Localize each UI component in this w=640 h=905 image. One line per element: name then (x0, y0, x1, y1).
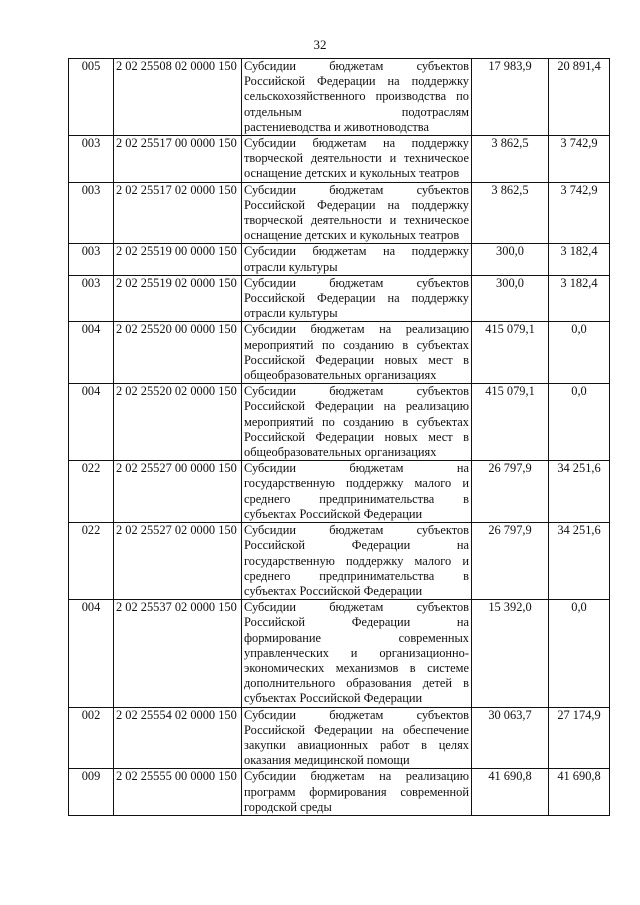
revenue-name-line: Российской Федерации на поддержку (244, 74, 469, 89)
revenue-name-line: среднего предпринимательства в (244, 568, 469, 583)
amount-year-2-cell: 34 251,6 (549, 523, 610, 600)
amount-year-1-cell: 300,0 (472, 244, 549, 275)
budget-classification-code-cell: 2 02 25517 02 0000 150 (114, 182, 242, 244)
revenue-name-line: Субсидии бюджетам на поддержку (244, 136, 469, 151)
revenue-name-cell (242, 59, 472, 136)
budget-classification-code-cell: 2 02 25527 00 0000 150 (114, 461, 242, 523)
table-row (69, 59, 610, 136)
admin-code-cell: 003 (69, 136, 114, 183)
revenue-name-cell (242, 322, 472, 384)
budget-classification-code-cell: 2 02 25520 00 0000 150 (114, 322, 242, 384)
budget-table-body (69, 59, 610, 816)
table-row (69, 707, 610, 769)
table-row (69, 182, 610, 244)
amount-year-1-cell: 415 079,1 (472, 384, 549, 461)
revenue-name-line: Российской Федерации на обеспечение (244, 722, 469, 737)
revenue-name-line: Российской Федерации на реализацию (244, 399, 469, 414)
budget-classification-code-cell: 2 02 25519 02 0000 150 (114, 275, 242, 322)
revenue-name-line: Российской Федерации новых мест в (244, 352, 469, 367)
table-row (69, 600, 610, 707)
revenue-name-cell (242, 275, 472, 322)
amount-year-1-cell: 17 983,9 (472, 59, 549, 136)
amount-year-1-cell: 15 392,0 (472, 600, 549, 707)
revenue-name-line: субъектах Российской Федерации (244, 691, 423, 706)
amount-year-1-cell: 300,0 (472, 275, 549, 322)
revenue-name-line: государственную поддержку малого и (244, 476, 469, 491)
admin-code-cell: 022 (69, 523, 114, 600)
revenue-name-line: мероприятий по созданию в субъектах (244, 414, 469, 429)
revenue-name-line: Субсидии бюджетам субъектов (244, 707, 469, 722)
revenue-name-line: оказания медицинской помощи (244, 753, 410, 768)
revenue-name-line: управленческих и организационно- (244, 645, 469, 660)
amount-year-2-cell: 3 182,4 (549, 275, 610, 322)
budget-classification-code-cell: 2 02 25519 00 0000 150 (114, 244, 242, 275)
admin-code-cell: 003 (69, 244, 114, 275)
revenue-name-line: экономических механизмов в системе (244, 660, 469, 675)
revenue-name-line: отдельным подотраслям (244, 104, 469, 119)
revenue-name-cell (242, 244, 472, 275)
table-row (69, 769, 610, 816)
table-row (69, 136, 610, 183)
revenue-name-line: субъектах Российской Федерации (244, 583, 423, 598)
revenue-name-line: Субсидии бюджетам на (244, 461, 469, 476)
budget-classification-code-cell: 2 02 25555 00 0000 150 (114, 769, 242, 816)
revenue-name-line: сельскохозяйственного производства по (244, 89, 469, 104)
revenue-name-line: городской среды (244, 799, 332, 814)
revenue-name-cell (242, 600, 472, 707)
amount-year-2-cell: 0,0 (549, 384, 610, 461)
admin-code-cell: 003 (69, 275, 114, 322)
table-row (69, 244, 610, 275)
amount-year-2-cell: 3 182,4 (549, 244, 610, 275)
budget-classification-code-cell: 2 02 25554 02 0000 150 (114, 707, 242, 769)
revenue-name-line: дополнительного образования детей в (244, 676, 469, 691)
revenue-name-line: Российской Федерации на поддержку (244, 291, 469, 306)
admin-code-cell: 004 (69, 384, 114, 461)
revenue-name-line: Российской Федерации на (244, 538, 469, 553)
revenue-name-line: Субсидии бюджетам субъектов (244, 59, 469, 73)
budget-classification-code-cell: 2 02 25527 02 0000 150 (114, 523, 242, 600)
amount-year-2-cell: 41 690,8 (549, 769, 610, 816)
revenue-name-cell (242, 523, 472, 600)
amount-year-1-cell: 26 797,9 (472, 461, 549, 523)
revenue-name-line: растениеводства и животноводства (244, 119, 429, 134)
amount-year-2-cell: 27 174,9 (549, 707, 610, 769)
revenue-name-line: среднего предпринимательства в (244, 491, 469, 506)
budget-table (68, 58, 610, 816)
revenue-name-cell (242, 384, 472, 461)
table-row (69, 322, 610, 384)
revenue-name-line: творческой деятельности и техническое (244, 213, 469, 228)
revenue-name-cell (242, 182, 472, 244)
revenue-name-line: отрасли культуры (244, 259, 338, 274)
amount-year-1-cell: 3 862,5 (472, 182, 549, 244)
revenue-name-line: закупки авиационных работ в целях (244, 737, 469, 752)
revenue-name-line: общеобразовательных организациях (244, 368, 437, 383)
admin-code-cell: 003 (69, 182, 114, 244)
admin-code-cell: 005 (69, 59, 114, 136)
revenue-name-line: Российской Федерации на (244, 615, 469, 630)
amount-year-1-cell: 3 862,5 (472, 136, 549, 183)
revenue-name-line: Субсидии бюджетам субъектов (244, 384, 469, 399)
table-row (69, 275, 610, 322)
revenue-name-line: Субсидии бюджетам на реализацию (244, 769, 469, 784)
table-row (69, 384, 610, 461)
budget-classification-code-cell: 2 02 25520 02 0000 150 (114, 384, 242, 461)
revenue-name-line: отрасли культуры (244, 306, 338, 321)
revenue-name-line: общеобразовательных организациях (244, 445, 437, 460)
amount-year-2-cell: 3 742,9 (549, 136, 610, 183)
revenue-name-line: оснащение детских и кукольных театров (244, 228, 460, 243)
amount-year-2-cell: 34 251,6 (549, 461, 610, 523)
amount-year-2-cell: 3 742,9 (549, 182, 610, 244)
revenue-name-cell (242, 461, 472, 523)
revenue-name-line: Субсидии бюджетам на поддержку (244, 244, 469, 259)
admin-code-cell: 009 (69, 769, 114, 816)
amount-year-2-cell: 20 891,4 (549, 59, 610, 136)
amount-year-2-cell: 0,0 (549, 322, 610, 384)
revenue-name-line: формирование современных (244, 630, 469, 645)
revenue-name-line: Субсидии бюджетам субъектов (244, 600, 469, 615)
revenue-name-line: Российской Федерации новых мест в (244, 429, 469, 444)
table-row (69, 523, 610, 600)
admin-code-cell: 022 (69, 461, 114, 523)
table-row (69, 461, 610, 523)
revenue-name-cell (242, 707, 472, 769)
admin-code-cell: 004 (69, 600, 114, 707)
amount-year-2-cell: 0,0 (549, 600, 610, 707)
revenue-name-line: программ формирования современной (244, 784, 469, 799)
page-number: 32 (313, 37, 327, 52)
budget-classification-code-cell: 2 02 25508 02 0000 150 (114, 59, 242, 136)
amount-year-1-cell: 30 063,7 (472, 707, 549, 769)
revenue-name-line: Субсидии бюджетам субъектов (244, 523, 469, 538)
revenue-name-line: субъектах Российской Федерации (244, 506, 423, 521)
revenue-name-line: Субсидии бюджетам субъектов (244, 275, 469, 290)
revenue-name-line: Субсидии бюджетам субъектов (244, 182, 469, 197)
revenue-name-line: оснащение детских и кукольных театров (244, 166, 460, 181)
amount-year-1-cell: 26 797,9 (472, 523, 549, 600)
revenue-name-line: Российской Федерации на поддержку (244, 197, 469, 212)
admin-code-cell: 004 (69, 322, 114, 384)
admin-code-cell: 002 (69, 707, 114, 769)
revenue-name-line: Субсидии бюджетам на реализацию (244, 322, 469, 337)
revenue-name-cell (242, 769, 472, 816)
revenue-name-line: творческой деятельности и техническое (244, 151, 469, 166)
amount-year-1-cell: 41 690,8 (472, 769, 549, 816)
budget-classification-code-cell: 2 02 25537 02 0000 150 (114, 600, 242, 707)
revenue-name-line: мероприятий по созданию в субъектах (244, 337, 469, 352)
revenue-name-line: государственную поддержку малого и (244, 553, 469, 568)
revenue-name-cell (242, 136, 472, 183)
budget-classification-code-cell: 2 02 25517 00 0000 150 (114, 136, 242, 183)
amount-year-1-cell: 415 079,1 (472, 322, 549, 384)
